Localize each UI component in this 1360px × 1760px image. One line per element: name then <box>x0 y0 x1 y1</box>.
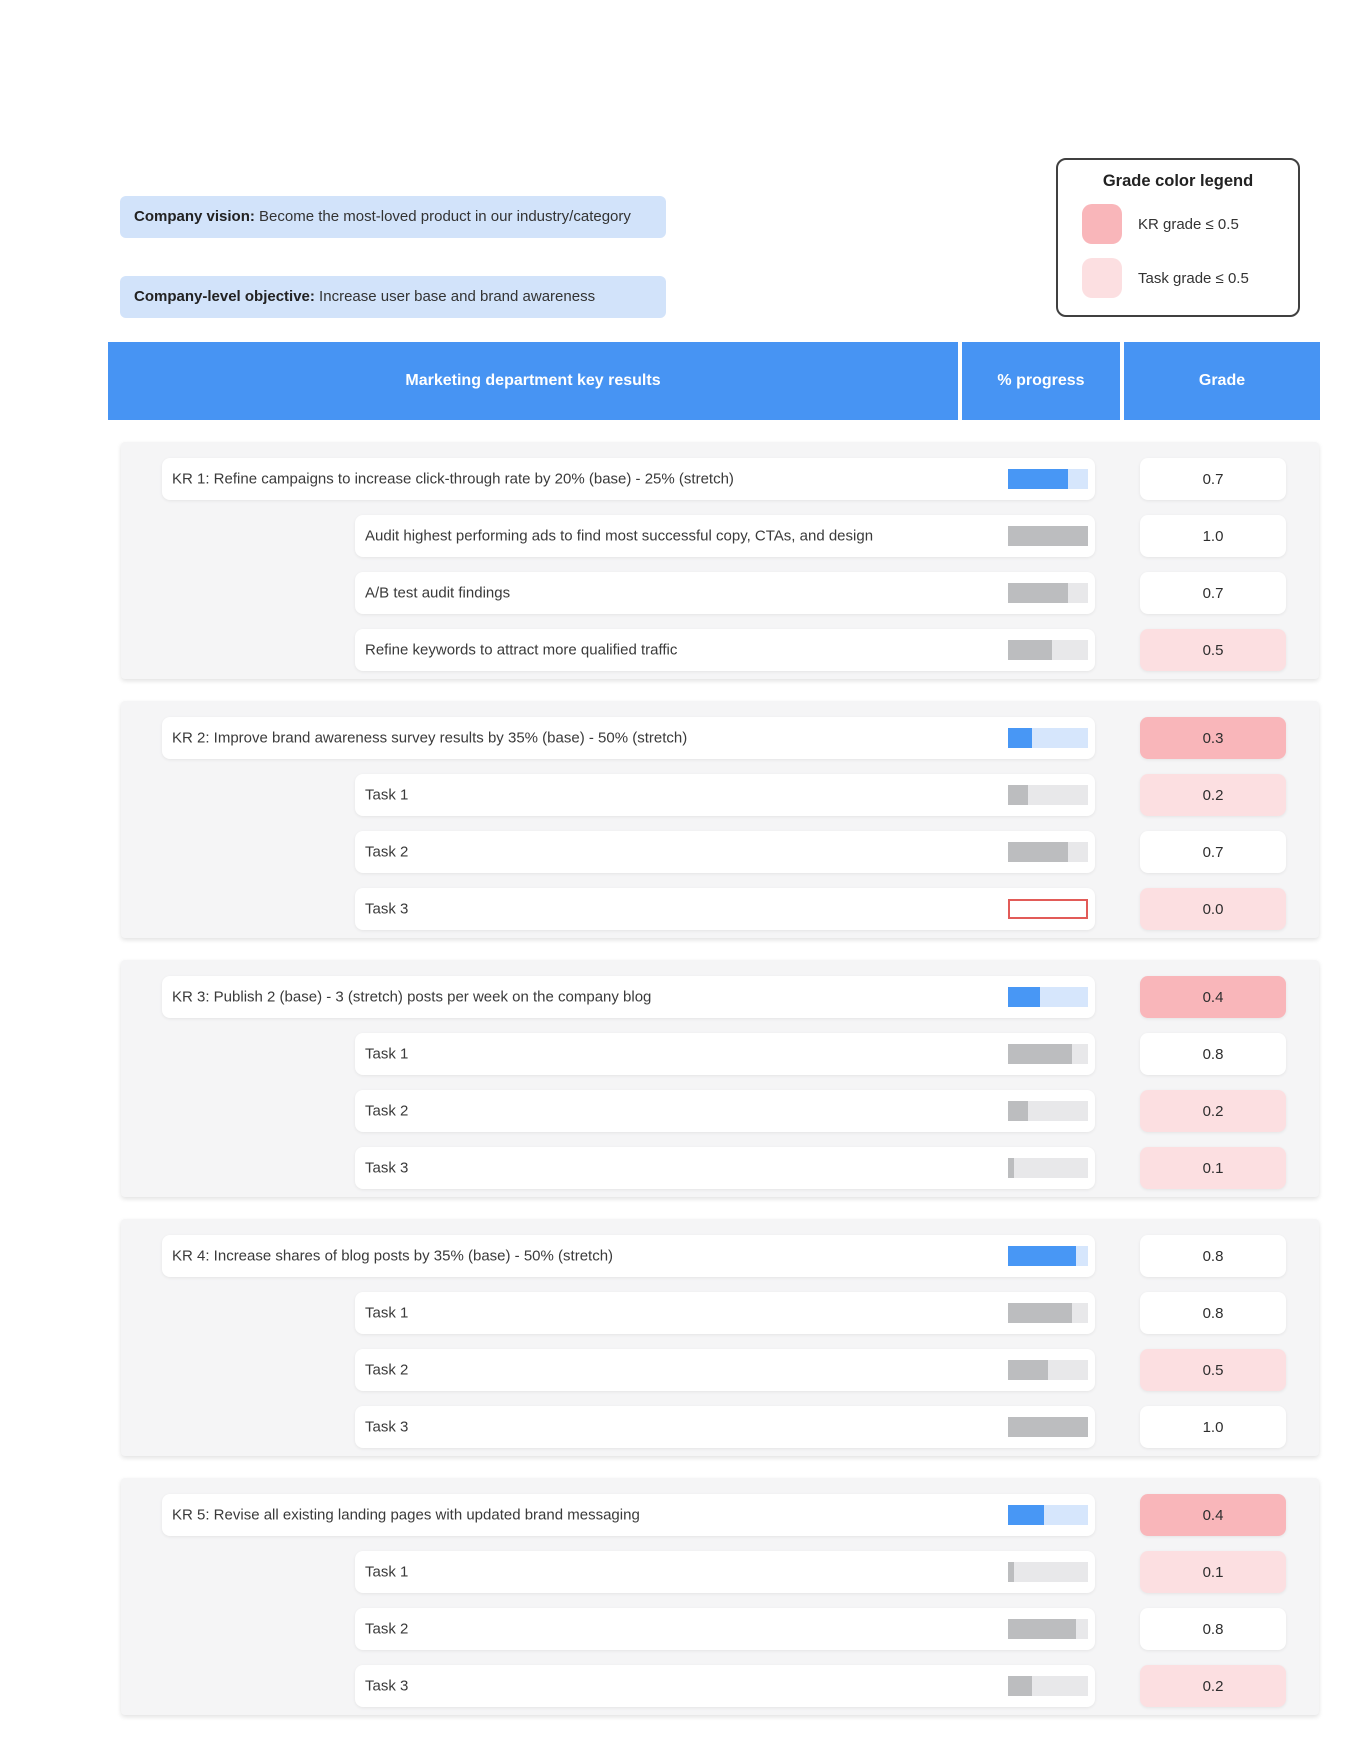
result-label-cell[interactable] <box>355 572 1095 614</box>
progress-bar-fill <box>1008 1303 1072 1323</box>
result-label: Task 1 <box>365 1563 409 1581</box>
kr-row <box>121 1494 1319 1536</box>
progress-bar-fill <box>1008 526 1088 546</box>
progress-bar-fill <box>1008 842 1068 862</box>
progress-bar[interactable] <box>1008 526 1088 546</box>
result-label: KR 4: Increase shares of blog posts by 35% (base) - 50% (stretch) <box>172 1247 614 1265</box>
table-header <box>108 342 1320 420</box>
kr-section-card <box>121 1219 1319 1456</box>
grade-cell[interactable]: 0.4 <box>1140 1494 1286 1536</box>
progress-bar[interactable] <box>1008 1562 1088 1582</box>
result-label-cell[interactable] <box>162 1494 1095 1536</box>
result-label: KR 2: Improve brand awareness survey results by 35% (base) - 50% (stretch) <box>172 729 688 747</box>
progress-bar-fill <box>1008 1562 1014 1582</box>
company-objective-box[interactable] <box>120 276 666 318</box>
result-label-cell[interactable] <box>162 458 1095 500</box>
result-label-cell[interactable] <box>355 1608 1095 1650</box>
progress-bar[interactable] <box>1008 640 1088 660</box>
result-label-cell[interactable] <box>355 831 1095 873</box>
result-label: Task 2 <box>365 843 409 861</box>
grade-cell[interactable]: 1.0 <box>1140 515 1286 557</box>
task-row <box>121 1349 1319 1391</box>
task-row <box>121 888 1319 930</box>
result-label-cell[interactable] <box>355 888 1095 930</box>
task-row <box>121 1033 1319 1075</box>
task-row <box>121 1292 1319 1334</box>
grade-cell[interactable]: 0.3 <box>1140 717 1286 759</box>
progress-bar[interactable] <box>1008 1360 1088 1380</box>
result-label-cell[interactable] <box>355 774 1095 816</box>
progress-bar[interactable] <box>1008 583 1088 603</box>
result-label-cell[interactable] <box>355 515 1095 557</box>
progress-bar-fill <box>1008 1158 1014 1178</box>
progress-bar-fill <box>1008 640 1052 660</box>
grade-cell[interactable]: 0.8 <box>1140 1608 1286 1650</box>
result-label-cell[interactable] <box>355 1665 1095 1707</box>
result-label-cell[interactable] <box>355 629 1095 671</box>
result-label-cell[interactable] <box>355 1406 1095 1448</box>
task-row <box>121 572 1319 614</box>
result-label: Task 2 <box>365 1361 409 1379</box>
result-label-cell[interactable] <box>355 1033 1095 1075</box>
result-label: Task 1 <box>365 1304 409 1322</box>
progress-bar[interactable] <box>1008 1044 1088 1064</box>
progress-bar-fill <box>1008 785 1028 805</box>
grade-cell[interactable]: 0.1 <box>1140 1147 1286 1189</box>
grade-cell[interactable]: 0.8 <box>1140 1292 1286 1334</box>
task-row <box>121 1665 1319 1707</box>
task-row <box>121 1406 1319 1448</box>
company-vision-text: Become the most-loved product in our industry/category <box>254 208 631 225</box>
company-vision-box[interactable] <box>120 196 666 238</box>
grade-cell[interactable]: 0.8 <box>1140 1235 1286 1277</box>
progress-bar-fill <box>1008 583 1068 603</box>
progress-bar-fill <box>1008 1676 1032 1696</box>
grade-cell[interactable]: 0.1 <box>1140 1551 1286 1593</box>
kr-row <box>121 1235 1319 1277</box>
result-label-cell[interactable] <box>355 1551 1095 1593</box>
grade-cell[interactable]: 0.4 <box>1140 976 1286 1018</box>
legend-item <box>1058 251 1298 305</box>
progress-bar-fill <box>1008 1619 1076 1639</box>
grade-legend <box>1056 158 1300 317</box>
grade-cell[interactable]: 0.5 <box>1140 1349 1286 1391</box>
result-label: KR 3: Publish 2 (base) - 3 (stretch) posts per week on the company blog <box>172 988 652 1006</box>
kr-section-card <box>121 960 1319 1197</box>
kr-section-card <box>121 442 1319 679</box>
result-label-cell[interactable] <box>162 976 1095 1018</box>
grade-cell[interactable]: 0.0 <box>1140 888 1286 930</box>
result-label-cell[interactable] <box>355 1292 1095 1334</box>
grade-cell[interactable]: 0.5 <box>1140 629 1286 671</box>
task-row <box>121 629 1319 671</box>
progress-bar[interactable] <box>1008 469 1088 489</box>
progress-bar[interactable] <box>1008 1676 1088 1696</box>
header-key-results[interactable]: Marketing department key results <box>108 342 958 420</box>
result-label: Task 3 <box>365 1677 409 1695</box>
result-label-cell[interactable] <box>355 1147 1095 1189</box>
legend-label: Task grade ≤ 0.5 <box>1138 269 1249 287</box>
result-label: Task 3 <box>365 1159 409 1177</box>
result-label: KR 1: Refine campaigns to increase click-through rate by 20% (base) - 25% (stretch) <box>172 470 734 488</box>
grade-cell[interactable]: 0.7 <box>1140 572 1286 614</box>
grade-cell[interactable]: 0.2 <box>1140 1665 1286 1707</box>
grade-cell[interactable]: 0.7 <box>1140 831 1286 873</box>
grade-cell[interactable]: 0.8 <box>1140 1033 1286 1075</box>
grade-legend-rows <box>1058 197 1298 305</box>
kr-row <box>121 976 1319 1018</box>
company-objective-text: Increase user base and brand awareness <box>314 288 596 305</box>
company-vision-label: Company vision: <box>134 208 255 225</box>
progress-bar-fill <box>1008 987 1040 1007</box>
progress-bar[interactable] <box>1008 728 1088 748</box>
result-label: Task 2 <box>365 1102 409 1120</box>
result-label-cell[interactable] <box>162 717 1095 759</box>
kr-row <box>121 458 1319 500</box>
result-label: A/B test audit findings <box>365 584 511 602</box>
kr-section-card <box>121 701 1319 938</box>
result-label: Task 3 <box>365 1418 409 1436</box>
progress-bar[interactable] <box>1008 1505 1088 1525</box>
progress-bar-fill <box>1008 1044 1072 1064</box>
progress-bar[interactable] <box>1008 1101 1088 1121</box>
result-label: Audit highest performing ads to find most successful copy, CTAs, and design <box>365 527 874 545</box>
progress-bar-fill <box>1008 728 1032 748</box>
result-label-cell[interactable] <box>355 1090 1095 1132</box>
grade-cell[interactable]: 0.2 <box>1140 774 1286 816</box>
progress-bar-fill <box>1008 469 1068 489</box>
result-label-cell[interactable] <box>355 1349 1095 1391</box>
task-row <box>121 1551 1319 1593</box>
progress-bar[interactable] <box>1008 987 1088 1007</box>
progress-bar[interactable] <box>1008 1158 1088 1178</box>
grade-cell[interactable]: 1.0 <box>1140 1406 1286 1448</box>
grade-cell[interactable]: 0.2 <box>1140 1090 1286 1132</box>
task-row <box>121 1608 1319 1650</box>
task-row <box>121 774 1319 816</box>
task-row <box>121 1090 1319 1132</box>
progress-bar[interactable] <box>1008 899 1088 919</box>
grade-legend-title: Grade color legend <box>1102 172 1254 190</box>
legend-label: KR grade ≤ 0.5 <box>1138 215 1239 233</box>
progress-bar-fill <box>1008 1246 1076 1266</box>
progress-bar-fill <box>1008 1417 1088 1437</box>
progress-bar[interactable] <box>1008 1303 1088 1323</box>
result-label: Task 1 <box>365 786 409 804</box>
legend-swatch <box>1082 258 1122 298</box>
progress-bar-fill <box>1008 1101 1028 1121</box>
kr-section-card <box>121 1478 1319 1715</box>
result-label: Task 3 <box>365 900 409 918</box>
legend-swatch <box>1082 204 1122 244</box>
result-label: Task 1 <box>365 1045 409 1063</box>
progress-bar[interactable] <box>1008 1619 1088 1639</box>
task-row <box>121 831 1319 873</box>
result-label: Refine keywords to attract more qualified traffic <box>365 641 678 659</box>
task-row <box>121 1147 1319 1189</box>
legend-item <box>1058 197 1298 251</box>
header-grade[interactable]: Grade <box>1124 342 1320 420</box>
result-label: Task 2 <box>365 1620 409 1638</box>
progress-bar[interactable] <box>1008 842 1088 862</box>
result-label-cell[interactable] <box>162 1235 1095 1277</box>
header-progress[interactable]: % progress <box>962 342 1120 420</box>
progress-bar-fill <box>1008 1505 1044 1525</box>
task-row <box>121 515 1319 557</box>
company-objective-label: Company-level objective: <box>134 288 315 305</box>
grade-cell[interactable]: 0.7 <box>1140 458 1286 500</box>
progress-bar-fill <box>1008 1360 1048 1380</box>
progress-bar[interactable] <box>1008 1417 1088 1437</box>
progress-bar[interactable] <box>1008 785 1088 805</box>
result-label: KR 5: Revise all existing landing pages with updated brand messaging <box>172 1506 640 1524</box>
progress-bar[interactable] <box>1008 1246 1088 1266</box>
kr-row <box>121 717 1319 759</box>
